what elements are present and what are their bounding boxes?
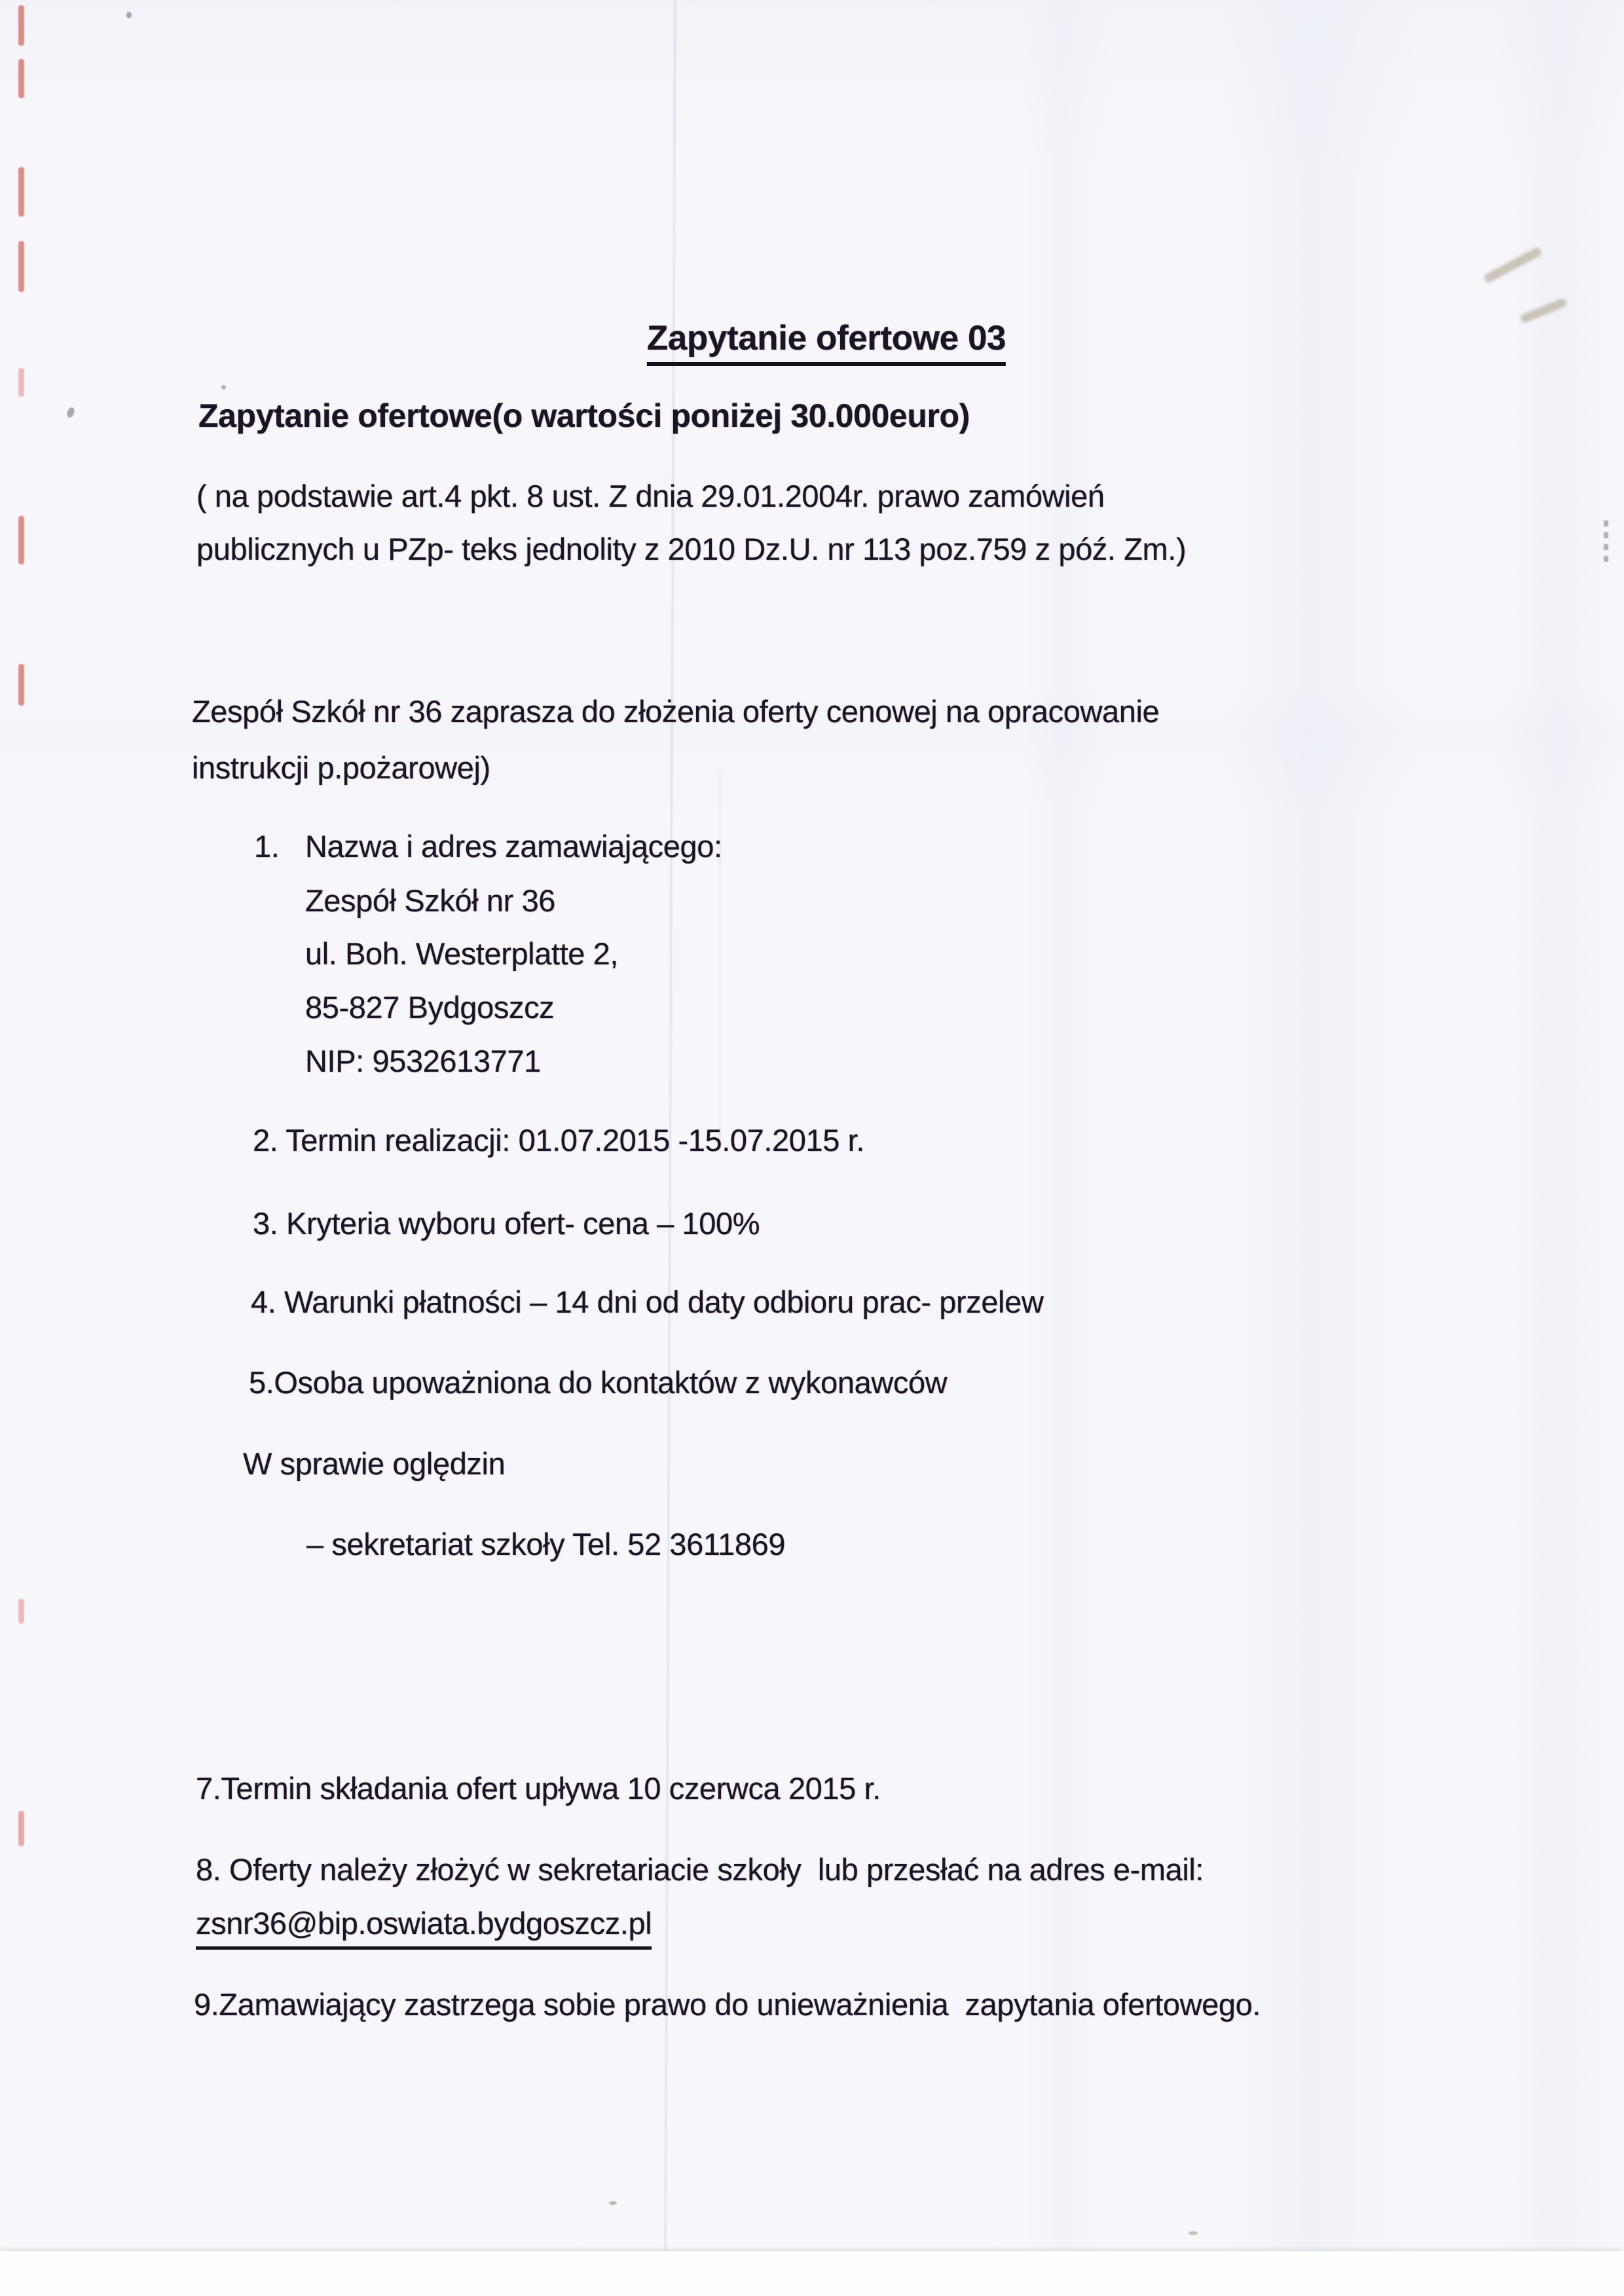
buyer-nip: NIP: 9532613771: [305, 1044, 541, 1078]
list-item-4: 4. Warunki płatności – 14 dni od daty odbioru prac- przelew: [251, 1285, 1044, 1319]
list-item-8: 8. Oferty należy złożyć w sekretariacie szkoły lub przesłać na adres e-mail:: [196, 1852, 1204, 1887]
scanner-edge-mark: [18, 59, 24, 98]
list-item-3: 3. Kryteria wyboru ofert- cena – 100%: [253, 1206, 760, 1241]
intro-line-2: instrukcji p.pożarowej): [192, 750, 490, 785]
buyer-org-name: Zespół Szkół nr 36: [305, 883, 556, 918]
scanner-edge-mark: [18, 167, 24, 217]
scanner-edge-mark: [18, 368, 24, 397]
page-title: Zapytanie ofertowe 03: [647, 319, 1006, 366]
buyer-street: ul. Boh. Westerplatte 2,: [305, 936, 619, 971]
list-item-5-contact: – sekretariat szkoły Tel. 52 3611869: [306, 1527, 786, 1561]
list-item-2: 2. Termin realizacji: 01.07.2015 -15.07.2015 r.: [253, 1123, 864, 1157]
ink-speck: [126, 12, 132, 18]
list-item-7: 7.Termin składania ofert upływa 10 czerwca 2015 r.: [196, 1771, 881, 1806]
email-address: zsnr36@bip.oswiata.bydgoszcz.pl: [196, 1906, 652, 1950]
scanner-edge-mark: [18, 1599, 24, 1624]
ink-speck: [66, 407, 76, 418]
intro-line-1: Zespół Szkół nr 36 zaprasza do złożenia oferty cenowej na opracowanie: [192, 694, 1160, 729]
ink-speck: [609, 2201, 617, 2205]
scanner-right-streak: [1604, 520, 1608, 568]
list-item-5: 5.Osoba upoważniona do kontaktów z wykonawców: [249, 1365, 948, 1400]
list-item-5-note: W sprawie oględzin: [243, 1446, 506, 1481]
scanner-edge-mark: [18, 516, 24, 564]
paper-fold-line-faint: [719, 773, 721, 1139]
scanner-edge-mark: [18, 1811, 24, 1846]
scanner-edge-mark: [18, 5, 24, 46]
paper-bottom-edge: [0, 2251, 1624, 2296]
list-item-1-number: 1.: [254, 829, 280, 864]
legal-basis-line-2: publicznych u PZp- teks jednolity z 2010 Dz.U. nr 113 poz.759 z póź. Zm.): [196, 532, 1187, 566]
smudge-mark: [1483, 246, 1542, 283]
scanner-edge-mark: [18, 664, 24, 706]
list-item-1-label: Nazwa i adres zamawiającego:: [305, 829, 722, 864]
scanner-edge-mark: [18, 241, 24, 292]
document-subtitle: Zapytanie ofertowe(o wartości poniżej 30.000euro): [198, 397, 970, 434]
ink-speck: [221, 385, 226, 390]
buyer-city: 85-827 Bydgoszcz: [305, 990, 555, 1025]
smudge-mark: [1519, 298, 1567, 324]
legal-basis-line-1: ( na podstawie art.4 pkt. 8 ust. Z dnia 29.01.2004r. prawo zamówień: [196, 479, 1105, 513]
ink-speck: [1189, 2231, 1198, 2235]
list-item-9: 9.Zamawiający zastrzega sobie prawo do unieważnienia zapytania ofertowego.: [194, 1987, 1261, 2022]
